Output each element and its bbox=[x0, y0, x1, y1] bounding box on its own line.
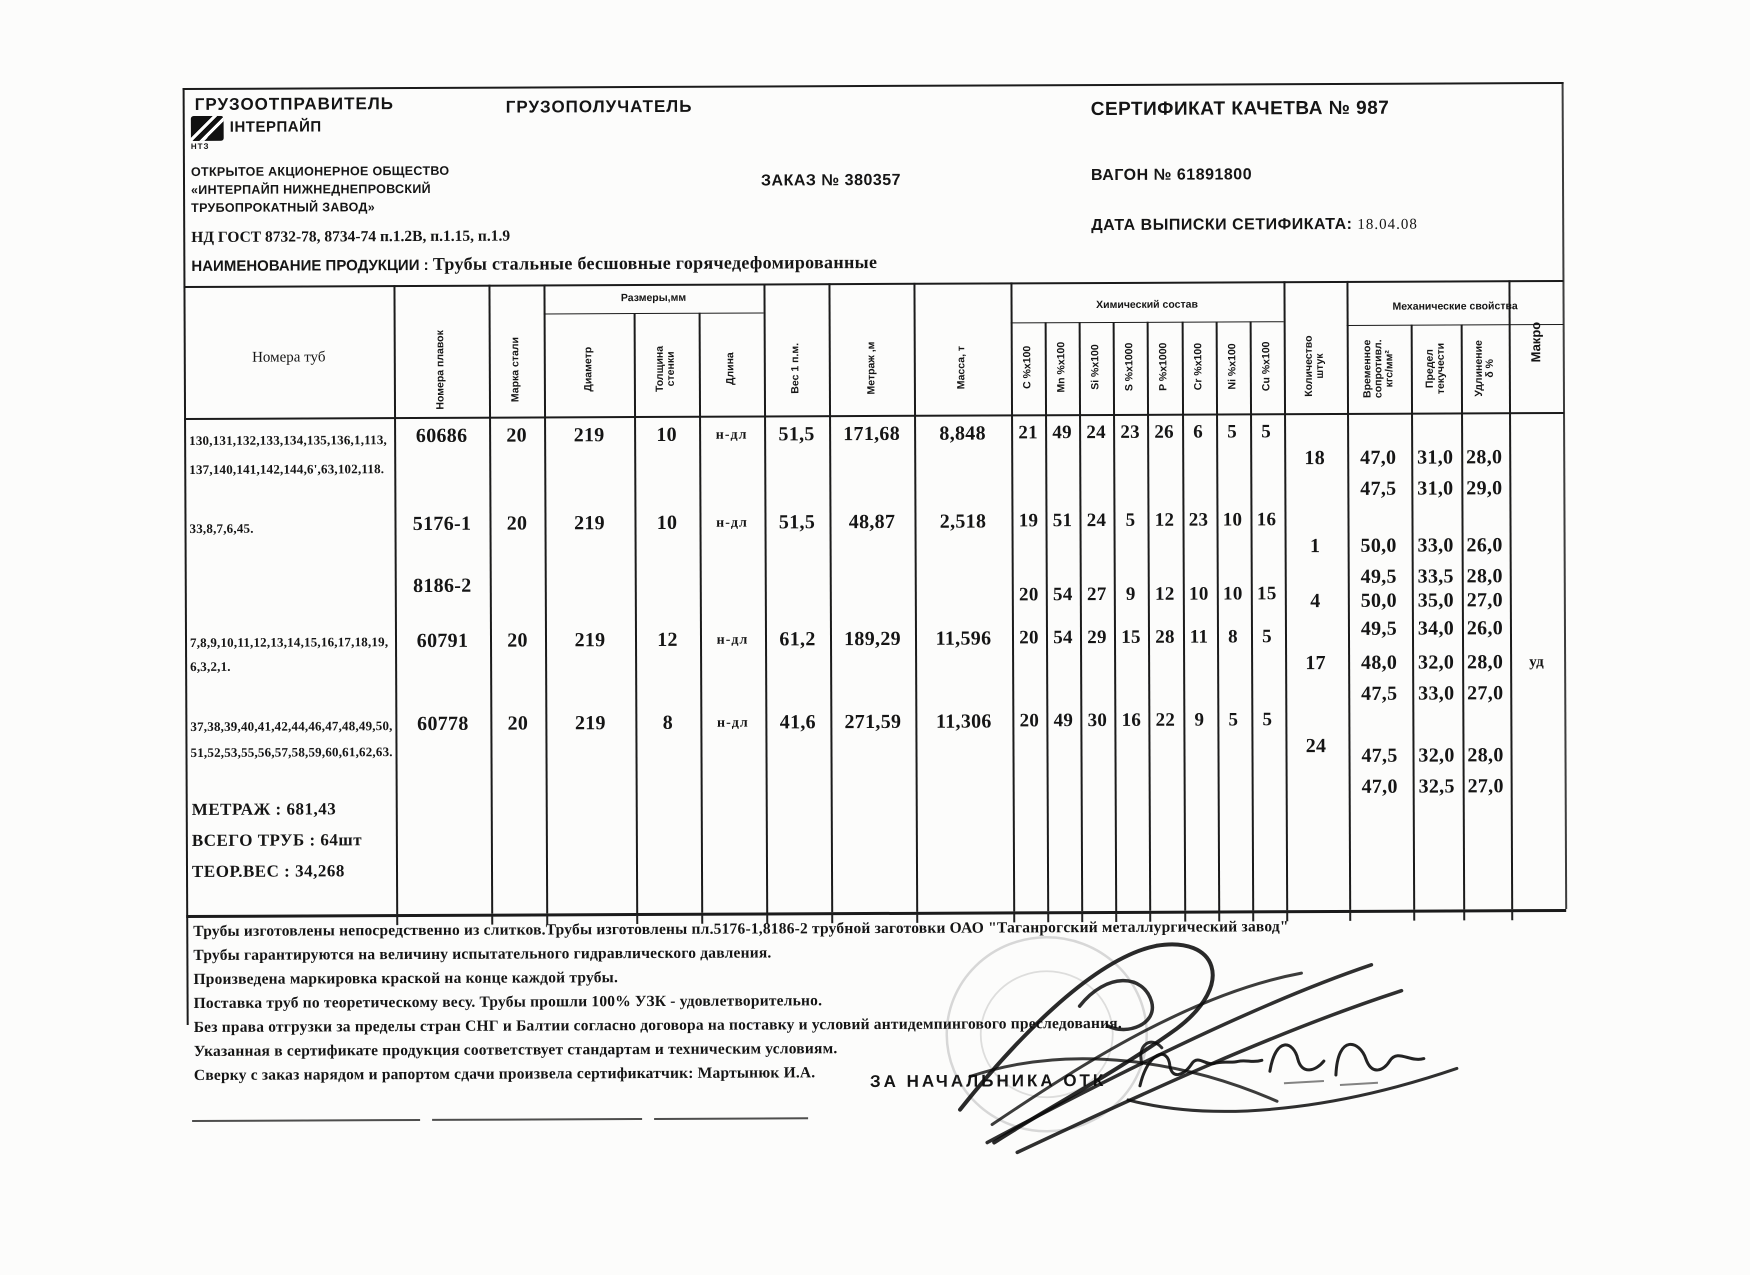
chem-si: 29 bbox=[1087, 626, 1107, 649]
chem-mn: 51 bbox=[1052, 510, 1073, 532]
col-header-si: Si %х100 bbox=[1089, 344, 1102, 390]
wagon-number: ВАГОН № 61891800 bbox=[1090, 166, 1253, 185]
border-top bbox=[183, 82, 1564, 90]
qty-cell: 1 bbox=[1309, 535, 1321, 558]
certificate-date-value: 18.04.08 bbox=[1357, 216, 1418, 233]
metrazh-cell: 48,87 bbox=[848, 510, 896, 534]
pipes-cell bbox=[185, 575, 395, 576]
elongation-cell: 26,0 28,0 bbox=[1466, 534, 1503, 588]
small-dash bbox=[1340, 1083, 1378, 1085]
makro-cell: уд bbox=[1529, 654, 1545, 671]
chem-s: 5 bbox=[1125, 509, 1136, 531]
chem-c: 20 bbox=[1018, 584, 1039, 606]
chem-cu: 5 bbox=[1262, 709, 1273, 731]
chem-si: 24 bbox=[1086, 509, 1107, 532]
qty-cell: 17 bbox=[1305, 652, 1326, 675]
tensile-cell: 50,0 49,5 bbox=[1360, 534, 1397, 588]
certificate-date-line bbox=[1091, 216, 1418, 235]
chem-cr: 23 bbox=[1188, 509, 1209, 531]
chem-p: 12 bbox=[1154, 583, 1175, 605]
mass-cell: 2,518 bbox=[939, 510, 987, 533]
plavka-cell: 60686 bbox=[415, 424, 468, 448]
length-cell: н-дл bbox=[715, 427, 748, 443]
plavka-cell: 5176-1 bbox=[412, 512, 472, 536]
bottom-rule-segment bbox=[192, 1119, 420, 1122]
pipes-cell: 7,8,9,10,11,12,13,14,15,16,17,18,19, 6,3,2,1. bbox=[189, 634, 389, 674]
makro-cell bbox=[1508, 420, 1563, 442]
tensile-cell: 47,0 47,5 bbox=[1360, 446, 1397, 500]
col-header-p: P %х1000 bbox=[1157, 342, 1170, 391]
wall-cell: 8 bbox=[662, 711, 674, 734]
chem-mn: 49 bbox=[1052, 422, 1072, 444]
wall-cell: 10 bbox=[656, 511, 678, 534]
pipes-cell: 130,131,132,133,134,135,136,1,113, 137,140,141,142,144,6',63,102,118. bbox=[189, 432, 388, 477]
chem-cu: 5 bbox=[1261, 421, 1272, 443]
chem-cu: 16 bbox=[1256, 509, 1277, 531]
chem-c: 20 bbox=[1019, 627, 1039, 649]
diameter-cell: 219 bbox=[573, 512, 605, 535]
chem-s: 15 bbox=[1121, 626, 1141, 648]
summary-total-pipes: ВСЕГО ТРУБ : 64шт bbox=[191, 830, 363, 850]
yield-cell: 31,0 31,0 bbox=[1417, 446, 1454, 500]
steel-cell: 20 bbox=[506, 512, 528, 535]
qty-cell: 24 bbox=[1305, 735, 1327, 758]
weight-cell: 41,6 bbox=[779, 711, 817, 734]
bottom-rule-segment bbox=[432, 1118, 642, 1120]
company-line: «ИНТЕРПАЙП НИЖНЕДНЕПРОВСКИЙ bbox=[191, 181, 431, 197]
nd-gost-line: НД ГОСТ 8732-78, 8734-74 п.1.2В, п.1.15, п.1.9 bbox=[191, 227, 511, 246]
chem-si: 24 bbox=[1086, 421, 1106, 444]
product-value: Трубы стальные бесшовные горячедефомированные bbox=[432, 251, 878, 274]
steel-cell: 20 bbox=[507, 629, 528, 652]
chem-cu: 15 bbox=[1256, 583, 1277, 605]
col-header-plavka: Номера плавок bbox=[434, 330, 447, 410]
wall-cell: 10 bbox=[656, 423, 677, 446]
steel-cell: 20 bbox=[506, 424, 527, 447]
diameter-cell: 219 bbox=[574, 629, 606, 652]
col-header-steel: Марка стали bbox=[509, 336, 522, 403]
yield-cell: 32,0 33,0 bbox=[1417, 651, 1455, 705]
chem-cr: 9 bbox=[1194, 709, 1205, 731]
col-header-diameter: Диаметр bbox=[582, 346, 595, 392]
table-row bbox=[184, 420, 1564, 510]
note-line: Указанная в сертификате продукция соответствует стандартам и техническим условиям. bbox=[193, 1040, 838, 1060]
length-cell: н-дл bbox=[716, 515, 748, 531]
summary-block bbox=[192, 793, 363, 887]
wall-cell: 12 bbox=[657, 628, 678, 651]
product-name-line bbox=[191, 252, 877, 276]
yield-cell: 35,0 34,0 bbox=[1417, 589, 1455, 640]
note-line: Без права отгрузки за пределы стран СНГ и Балтии согласно договора на поставку и условий антидемпингового преследования. bbox=[193, 1014, 1122, 1036]
chem-ni: 8 bbox=[1228, 626, 1238, 648]
summary-metrazh: МЕТРАЖ : 681,43 bbox=[191, 799, 337, 819]
col-header-pipes: Номера туб bbox=[252, 349, 326, 366]
weight-cell: 61,2 bbox=[779, 628, 816, 651]
company-line: ОТКРЫТОЕ АКЦИОНЕРНОЕ ОБЩЕСТВО bbox=[190, 163, 450, 179]
logo-text: ІНТЕРПАЙП bbox=[229, 118, 322, 136]
col-header-qty: Количество штук bbox=[1302, 335, 1326, 397]
elongation-cell: 28,0 27,0 bbox=[1466, 651, 1504, 705]
plavka-cell: 8186-2 bbox=[412, 574, 472, 598]
certificate-title: СЕРТИФИКАТ КАЧЕТВА № 987 bbox=[1090, 97, 1390, 121]
note-line: Трубы изготовлены непосредственно из слитков.Трубы изготовлены пл.5176-1,8186-2 трубной заготовки ОАО "Таганрогский металлургический завод" bbox=[193, 918, 1289, 940]
chem-mn: 49 bbox=[1053, 710, 1074, 732]
elongation-cell: 27,0 26,0 bbox=[1466, 589, 1504, 640]
chem-mn: 54 bbox=[1052, 584, 1073, 606]
col-header-c: С %х100 bbox=[1021, 345, 1034, 389]
logo-sub-label: НТЗ bbox=[190, 141, 210, 151]
col-header-wall: Толщина стенки bbox=[653, 345, 677, 393]
pipe-data-table bbox=[183, 280, 1566, 915]
metrazh-cell: 271,59 bbox=[844, 710, 902, 734]
tensile-cell: 48,0 47,5 bbox=[1360, 651, 1398, 705]
chem-s: 16 bbox=[1121, 709, 1142, 731]
chem-c: 20 bbox=[1019, 710, 1040, 732]
certificate-date-label: ДАТА ВЫПИСКИ СЕТИФИКАТА: bbox=[1091, 215, 1353, 235]
interpipe-logo bbox=[191, 115, 322, 151]
col-header-mass: Масса, т bbox=[955, 345, 968, 390]
col-header-ni: Ni %х100 bbox=[1226, 343, 1239, 390]
col-header-makro: Макро bbox=[1528, 321, 1544, 363]
chem-p: 28 bbox=[1155, 626, 1175, 648]
group-razmery: Размеры,мм bbox=[620, 291, 687, 305]
col-header-length: Длина bbox=[724, 352, 737, 386]
chem-ni: 5 bbox=[1228, 709, 1239, 731]
elongation-cell: 28,0 27,0 bbox=[1467, 744, 1504, 798]
col-header-metrazh: Метраж ,м bbox=[865, 341, 878, 395]
metrazh-cell: 171,68 bbox=[843, 422, 901, 446]
diameter-cell: 219 bbox=[573, 424, 605, 447]
elongation-cell: 28,0 29,0 bbox=[1466, 446, 1503, 500]
bottom-rule-segment bbox=[654, 1117, 808, 1120]
mass-cell: 11,596 bbox=[935, 627, 992, 650]
note-line: Произведена маркировка краской на конце каждой трубы. bbox=[193, 969, 619, 988]
length-cell: н-дл bbox=[716, 715, 749, 731]
note-line: Поставка труб по теоретическому весу. Трубы прошли 100% УЗК - удовлетворительно. bbox=[193, 992, 823, 1012]
company-name-block bbox=[191, 162, 450, 217]
summary-teor-ves: ТЕОР.ВЕС : 34,268 bbox=[191, 861, 345, 881]
chem-ni: 10 bbox=[1222, 583, 1243, 605]
qty-cell: 4 bbox=[1310, 590, 1321, 613]
company-line: ТРУБОПРОКАТНЫЙ ЗАВОД» bbox=[191, 200, 376, 215]
mass-cell: 11,306 bbox=[935, 710, 992, 733]
chem-ni: 5 bbox=[1227, 421, 1238, 443]
plavka-cell: 60791 bbox=[416, 629, 469, 652]
table-top-rule bbox=[183, 280, 1563, 288]
footer-notes bbox=[193, 914, 1564, 1088]
chem-si: 30 bbox=[1087, 709, 1108, 732]
chem-p: 26 bbox=[1154, 421, 1174, 443]
col-header-weight: Вес 1 п.м. bbox=[789, 342, 802, 394]
chem-cr: 11 bbox=[1189, 626, 1209, 648]
col-header-mn: Mn %х100 bbox=[1055, 341, 1068, 393]
chem-c: 19 bbox=[1018, 510, 1039, 532]
plavka-cell: 60778 bbox=[417, 712, 469, 735]
note-line: Сверку с заказ нарядом и рапортом сдачи произвела сертификатчик: Мартынюк И.А. bbox=[193, 1064, 816, 1084]
table-row bbox=[185, 708, 1565, 808]
product-label: НАИМЕНОВАНИЕ ПРОДУКЦИИ : bbox=[191, 256, 429, 275]
col-header-yield: Предел текучести bbox=[1423, 342, 1447, 395]
weight-cell: 51,5 bbox=[778, 423, 815, 446]
pipes-cell: 33,8,7,6,45. bbox=[189, 520, 254, 536]
chem-si: 27 bbox=[1086, 583, 1107, 606]
chem-p: 22 bbox=[1155, 709, 1176, 731]
chem-ni: 10 bbox=[1222, 509, 1243, 531]
shipper-label: ГРУЗООТПРАВИТЕЛЬ bbox=[194, 94, 395, 114]
length-cell: н-дл bbox=[716, 632, 749, 648]
steel-cell: 20 bbox=[507, 712, 529, 735]
diameter-cell: 219 bbox=[574, 712, 606, 735]
col-header-s: S %х1000 bbox=[1123, 342, 1136, 392]
metrazh-cell: 189,29 bbox=[844, 627, 901, 651]
signoff-line: ЗА НАЧАЛЬНИКА ОТК bbox=[869, 1070, 1107, 1092]
chem-c: 21 bbox=[1018, 422, 1038, 444]
qty-cell: 18 bbox=[1304, 447, 1326, 470]
col-header-cr: Cr %х100 bbox=[1192, 342, 1205, 391]
tensile-cell: 50,0 49,5 bbox=[1360, 589, 1398, 640]
tensile-cell: 47,5 47,0 bbox=[1361, 744, 1398, 798]
consignee-label: ГРУЗОПОЛУЧАТЕЛЬ bbox=[505, 96, 693, 117]
yield-cell: 32,0 32,5 bbox=[1418, 744, 1455, 798]
col-header-tensile: Временное сопротивл. кгс/мм² bbox=[1361, 339, 1396, 399]
group-mech: Механические свойства bbox=[1392, 300, 1518, 313]
note-line: Трубы гарантируются на величину испытательного гидравлического давления. bbox=[193, 944, 772, 964]
pipes-cell: 37,38,39,40,41,42,44,46,47,48,49,50, 51,52,53,55,56,57,58,59,60,61,62,63. bbox=[190, 718, 393, 760]
chem-s: 9 bbox=[1125, 583, 1136, 605]
chem-mn: 54 bbox=[1053, 627, 1073, 649]
order-number: ЗАКАЗ № 380357 bbox=[760, 171, 902, 190]
interpipe-logo-icon bbox=[191, 116, 224, 141]
chem-cr: 10 bbox=[1188, 583, 1209, 605]
weight-cell: 51,5 bbox=[778, 511, 816, 534]
chem-p: 12 bbox=[1154, 509, 1175, 531]
mass-cell: 8,848 bbox=[939, 422, 986, 445]
group-chem: Химический состав bbox=[1096, 298, 1198, 312]
chem-cr: 6 bbox=[1193, 421, 1204, 443]
chem-cu: 5 bbox=[1262, 626, 1272, 648]
chem-s: 23 bbox=[1120, 421, 1140, 443]
table-row bbox=[185, 625, 1565, 715]
col-header-elongation: Удлинение δ % bbox=[1472, 340, 1496, 397]
col-header-cu: Cu %х100 bbox=[1260, 341, 1273, 392]
yield-cell: 33,0 33,5 bbox=[1417, 534, 1454, 588]
